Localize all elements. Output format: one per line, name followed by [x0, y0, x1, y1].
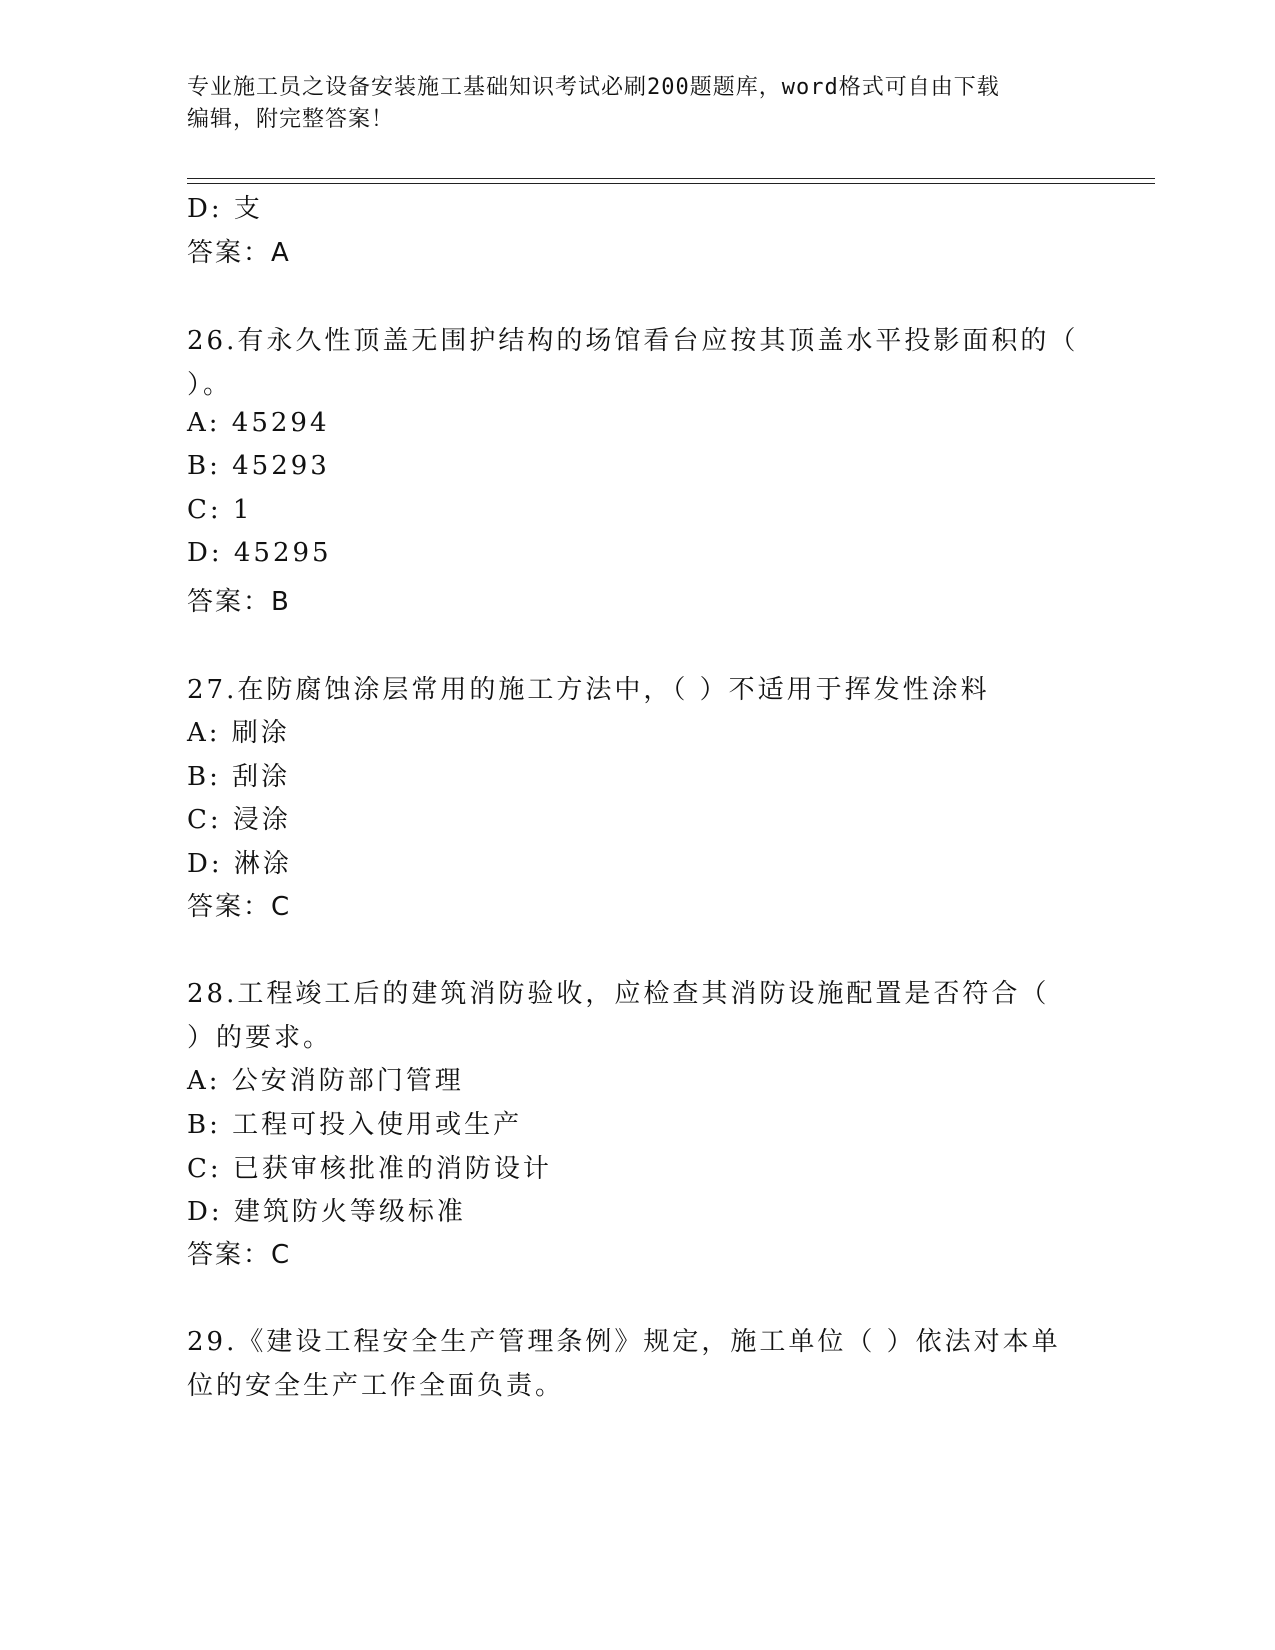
q29-stem-line-1: 29.《建设工程安全生产管理条例》规定，施工单位（ ）依法对本单 — [187, 1327, 1061, 1357]
q27-stem-line-1: 27.在防腐蚀涂层常用的施工方法中，（ ）不适用于挥发性涂料 — [187, 675, 990, 705]
q26-stem-line-1: 26.有永久性顶盖无围护结构的场馆看台应按其顶盖水平投影面积的（ — [187, 326, 1079, 356]
q26-answer: 答案：B — [187, 587, 291, 617]
q26-stem-line-2: ）。 — [187, 370, 233, 400]
prev-option-d: D: 支 — [187, 194, 263, 224]
header-divider-top — [187, 178, 1155, 179]
q27-answer: 答案：C — [187, 892, 292, 922]
q27-option-a: A: 刷涂 — [187, 718, 290, 748]
q26-option-b: B: 45293 — [187, 451, 330, 481]
q28-option-c: C: 已获审核批准的消防设计 — [187, 1154, 552, 1184]
q29-stem-line-2: 位的安全生产工作全面负责。 — [187, 1371, 565, 1401]
q28-option-d: D: 建筑防火等级标准 — [187, 1197, 466, 1227]
q26-option-a: A: 45294 — [187, 408, 330, 438]
header-divider-bottom — [187, 183, 1155, 184]
q28-stem-line-2: ）的要求。 — [187, 1023, 333, 1053]
q28-option-b: B: 工程可投入使用或生产 — [187, 1110, 523, 1140]
q28-stem-line-1: 28.工程竣工后的建筑消防验收，应检查其消防设施配置是否符合（ — [187, 979, 1050, 1009]
header-title-line-2: 编辑，附完整答案！ — [187, 107, 395, 132]
document-header — [187, 72, 1087, 136]
q26-option-c: C: 1 — [187, 495, 253, 525]
q28-option-a: A: 公安消防部门管理 — [187, 1066, 464, 1096]
q28-answer: 答案：C — [187, 1240, 292, 1270]
q27-option-c: C: 浸涂 — [187, 805, 291, 835]
prev-answer: 答案：A — [187, 238, 291, 268]
q27-option-b: B: 刮涂 — [187, 762, 291, 792]
q26-option-d: D: 45295 — [187, 538, 332, 568]
q27-option-d: D: 淋涂 — [187, 849, 292, 879]
header-title-line-1: 专业施工员之设备安装施工基础知识考试必刷200题题库，word格式可自由下载 — [187, 75, 1000, 100]
